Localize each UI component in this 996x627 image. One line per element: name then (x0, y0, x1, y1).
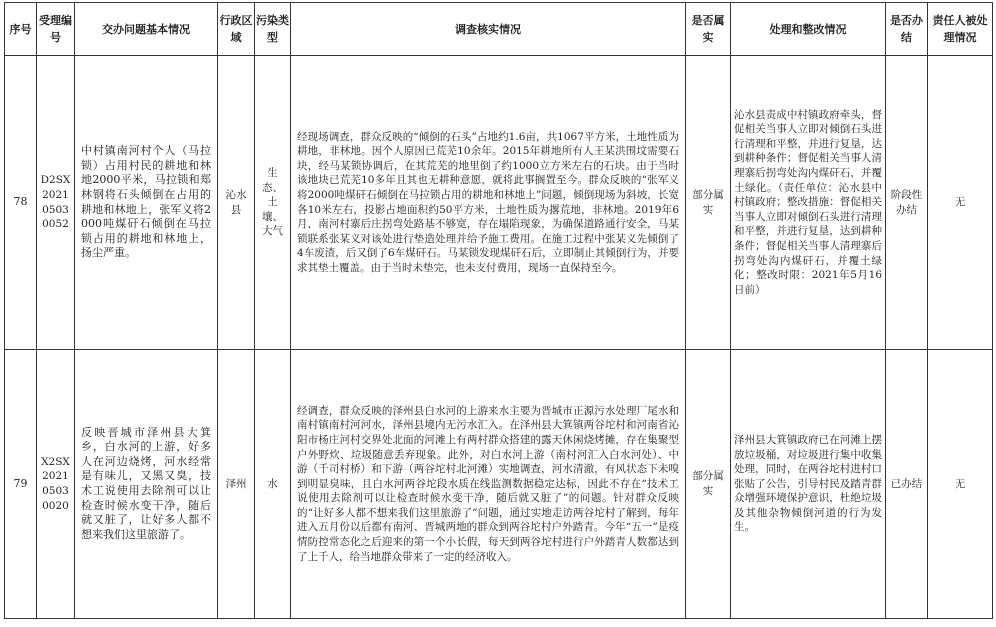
cell-verified: 部分属实 (686, 56, 731, 350)
cell-seq: 78 (5, 56, 37, 350)
header-row (5, 3, 993, 56)
cell-district: 泽州 (218, 350, 255, 619)
cell-closed: 阶段性办结 (886, 56, 928, 350)
header-handling: 处理和整改情况 (731, 3, 886, 56)
cell-issue: 反映晋城市泽州县大箕乡，白水河的上游，好多人在河边烧烤，河水经常是有味儿，又黑又臭，技术工说使用去除剂可以让检查时候水变干净，随后就又脏了，让好多人都不想来我们这里旅游了。 (75, 350, 218, 619)
cell-seq: 79 (5, 350, 37, 619)
header-verified: 是否属实 (686, 3, 731, 56)
cell-closed: 已办结 (886, 350, 928, 619)
cell-accept-no: D2SX20210503 0052 (37, 56, 75, 350)
header-accept-no: 受理编号 (37, 3, 75, 56)
header-district: 行政区域 (218, 3, 255, 56)
case-table (4, 2, 993, 619)
header-closed: 是否办结 (886, 3, 928, 56)
header-seq: 序号 (5, 3, 37, 56)
header-pollution: 污染类型 (255, 3, 291, 56)
cell-pollution: 生态、土壤、大气 (255, 56, 291, 350)
cell-investigation: 经调查，群众反映的泽州县白水河的上游来水主要为晋城市正源污水处理厂尾水和南村镇南村河河水，泽州县境内无污水汇入。在泽州县大箕镇两谷坨村和河南省沁阳市杨庄河村交界处北面的河滩上有两村群众搭建的露天休闲烧烤摊，存在集聚型户外野炊、垃圾随意丢弃现象。此外，对白水河上游（南村河汇入白水河处）、中游（千司村桥）和下游（两谷坨村北河滩）实地调查，河水清澈，有风状态下未嗅到明显臭味，且白水河两谷坨段水质在线监测数据稳定达标，因此不存在“技术工说使用去除剂可以让检查时候水变干净，随后就又脏了”的问题。针对群众反映的“让好多人都不想来我们这里旅游了”问题，通过实地走访两谷坨村了解到，每年进入五月份以后都有南河、晋城两地的群众到两谷坨村户外踏青。今年“五一”是疫情防控常态化之后迎来的第一个小长假，每天到两谷坨村进行户外踏青人数都达到了上千人，给当地群众带来了一定的经济收入。 (291, 350, 686, 619)
cell-accountability: 无 (928, 56, 993, 350)
cell-handling: 沁水县责成中村镇政府牵头，督促相关当事人立即对倾倒石头进行清理和平整，并进行复垦，达到耕种条件；督促相关当事人清理寨后拐弯处沟内煤矸石，并覆土绿化。（责任单位：沁水县中村镇政府；整改措施：督促相关当事人立即对倾倒石头进行清理和平整，并进行复垦，达到耕种条件；督促相关当事人清理寨后拐弯处沟内煤矸石，并覆土绿化；整改时限：2021年5月16日前） (731, 56, 886, 350)
cell-accountability: 无 (928, 350, 993, 619)
table-row (5, 350, 993, 619)
cell-accept-no: X2SX20210503 0020 (37, 350, 75, 619)
cell-handling: 泽州县大箕镇政府已在河滩上摆放垃圾桶，对垃圾进行集中收集处理，同时，在两谷坨村进村口张贴了公告，引导村民及踏青群众增强环境保护意识，杜绝垃圾及其他杂物倾倒河道的行为发生。 (731, 350, 886, 619)
cell-district: 沁水县 (218, 56, 255, 350)
header-accountability: 责任人被处理情况 (928, 3, 993, 56)
table-row (5, 56, 993, 350)
cell-issue: 中村镇南河村个人（马拉锁）占用村民的耕地和林地2000平米，马拉锁和郑林钢将石头倾倒在占用的耕地和林地上，张军义将2000吨煤矸石倾倒在马拉锁占用的耕地和林地上，扬尘严重。 (75, 56, 218, 350)
cell-pollution: 水 (255, 350, 291, 619)
cell-investigation: 经现场调查，群众反映的“倾倒的石头”占地约1.6亩，共1067平方米，土地性质为耕地，非林地。因个人原因已荒芜10余年。2015年耕地所有人王某洪围坟需要石块，经马某锁协调后，在其荒芜的地里倒了约1000立方米左右的石块。由于当时该地块已荒芜10多年且其也无耕种意愿，就将此事搁置至今。群众反映的“张军义将2000吨煤矸石倾倒在马拉锁占用的耕地和林地上”问题，倾倒现场为斜坡，长宽各10米左右，投影占地面积约50平方米，土地性质为撂荒地，非林地。2019年6月，南河村寨后庄拐弯处路基不够宽，存在塌陷现象，为确保道路通行安全，马某锁联系张某义对该处进行垫造处理并给予施工费用。在施工过程中张某义先倾倒了4车废渣，后又倒了6车煤矸石。马某锁发现煤矸石后，立即制止其倾倒行为，并要求其垫土覆盖。由于当时未垫完，也未支付费用，现场一直保持至今。 (291, 56, 686, 350)
cell-verified: 部分属实 (686, 350, 731, 619)
header-issue: 交办问题基本情况 (75, 3, 218, 56)
header-investigation: 调查核实情况 (291, 3, 686, 56)
